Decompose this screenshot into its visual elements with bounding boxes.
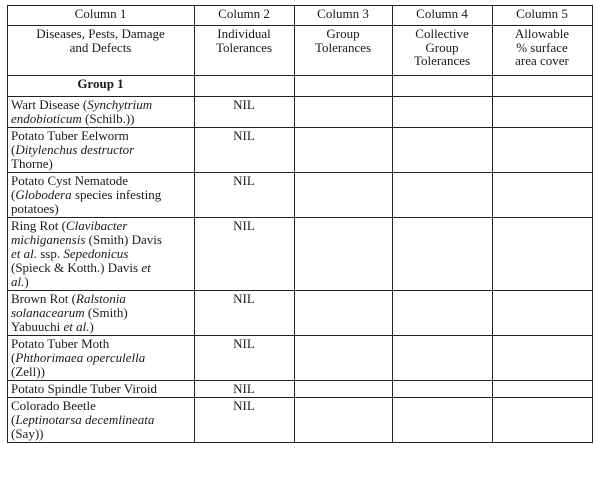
scientific-name-text: et [141,260,151,275]
scientific-name-text: Synchytrium [87,97,153,112]
pest-name-cell [8,128,195,173]
pest-name-text: potatoes) [11,201,59,216]
individual-tolerance-cell: NIL [195,173,295,218]
individual-tolerance-cell: NIL [195,218,295,291]
pest-name-text: ssp. [37,246,64,261]
header-line: Tolerances [413,53,471,68]
scientific-name-text: Clavibacter [65,218,128,233]
pest-name-text: Potato Tuber Eelworm [11,128,129,143]
pest-name-text: (Spieck & Kotth.) Davis [11,260,142,275]
pest-name-cell [8,173,195,218]
pest-name-text: (Say)) [11,426,44,441]
header-line: Tolerances [215,39,273,55]
pest-name-text: (Smith) [84,305,128,320]
pest-name-line [11,275,190,289]
scientific-name-text: Ditylenchus destructor [15,142,135,157]
pest-name-line [11,98,190,112]
empty-cell [295,97,393,128]
empty-cell [295,218,393,291]
individual-tolerance-cell: NIL [195,398,295,443]
pest-name-line [11,157,190,171]
pest-name-text: (Schilb.)) [81,111,135,126]
pest-name-line [11,143,190,157]
pest-name-line [11,219,190,233]
table-row [8,218,593,291]
empty-cell [493,97,593,128]
empty-cell [493,381,593,398]
column-number-1: Column 1 [8,6,195,26]
pest-name-line [11,365,190,379]
header-individual-tolerances [195,26,295,76]
empty-cell [393,398,493,443]
empty-cell [393,97,493,128]
pest-name-text: ( [11,142,16,157]
pest-name-line [11,202,190,216]
header-group-tolerances [295,26,393,76]
header-diseases-pests [8,26,195,76]
header-line: % surface [516,39,568,55]
scientific-name-text: solanacearum [11,305,85,320]
individual-tolerance-cell: NIL [195,381,295,398]
header-line: Tolerances [314,39,372,55]
scientific-name-text: Sepedonicus [63,246,129,261]
pest-name-text: Potato Tuber Moth [11,336,110,351]
header-line: Collective [415,26,469,41]
empty-cell [295,381,393,398]
empty-cell [493,336,593,381]
pest-name-text: Potato Cyst Nematode [11,173,128,188]
empty-cell [493,128,593,173]
pest-name-line [11,174,190,188]
empty-cell [393,218,493,291]
empty-cell [295,291,393,336]
individual-tolerance-cell: NIL [195,128,295,173]
empty-cell [295,336,393,381]
pest-name-text: ) [89,319,94,334]
column-number-5: Column 5 [493,6,593,26]
column-number-2: Column 2 [195,6,295,26]
pest-name-text: (Zell)) [11,364,45,379]
empty-cell [393,128,493,173]
header-line: Allowable [514,26,570,41]
column-number-4: Column 4 [393,6,493,26]
pest-name-cell [8,218,195,291]
header-line: Individual [217,26,271,41]
pest-name-cell [8,336,195,381]
column-header-row [8,26,593,76]
scientific-name-text: Ralstonia [76,291,126,306]
individual-tolerance-cell: NIL [195,336,295,381]
empty-cell [195,76,295,97]
scientific-name-text: Leptinotarsa decemlineata [15,412,155,427]
header-line: and Defects [69,39,132,55]
scientific-name-text: et al. [11,246,37,261]
empty-cell [295,76,393,97]
pest-name-line [11,188,190,202]
table-row [8,291,593,336]
pest-name-text: ( [11,187,16,202]
pest-name-text: Yabuuchi [11,319,64,334]
pest-name-line [11,112,190,126]
column-number-row [8,6,593,26]
table-row [8,398,593,443]
pest-name-text: Colorado Beetle [11,398,96,413]
pest-name-line [11,129,190,143]
empty-cell [393,336,493,381]
empty-cell [493,218,593,291]
empty-cell [295,128,393,173]
scientific-name-text: Phthorimaea operculella [15,350,146,365]
header-line: Group [425,39,459,55]
table-row [8,381,593,398]
pest-name-text: (Smith) Davis [85,232,162,247]
header-line: Diseases, Pests, Damage [36,26,165,41]
pest-name-line [11,427,190,441]
pest-name-text: Brown Rot ( [11,291,76,306]
empty-cell [493,398,593,443]
scientific-name-text: endobioticum [11,111,82,126]
group-row [8,76,593,97]
pest-name-cell [8,291,195,336]
pest-name-cell [8,97,195,128]
individual-tolerance-cell: NIL [195,291,295,336]
pest-name-line [11,351,190,365]
pest-name-line [11,292,190,306]
pest-name-line [11,337,190,351]
pest-name-line [11,382,190,396]
table-row [8,97,593,128]
pest-name-text: Ring Rot ( [11,218,66,233]
table-row [8,173,593,218]
pest-name-text: ( [11,412,16,427]
scientific-name-text: et al. [63,319,90,334]
empty-cell [393,76,493,97]
empty-cell [493,173,593,218]
column-number-3: Column 3 [295,6,393,26]
tolerances-table [7,5,593,443]
scientific-name-text: Globodera [15,187,72,202]
empty-cell [493,291,593,336]
empty-cell [493,76,593,97]
empty-cell [393,291,493,336]
header-allowable-surface-cover [493,26,593,76]
scientific-name-text: al. [11,274,25,289]
group-label: Group 1 [8,76,195,97]
empty-cell [295,173,393,218]
table-row [8,128,593,173]
individual-tolerance-cell: NIL [195,97,295,128]
pest-name-text: species infesting [71,187,162,202]
pest-name-line [11,399,190,413]
pest-name-line [11,247,190,261]
pest-name-text: ) [24,274,29,289]
pest-name-text: Potato Spindle Tuber Viroid [11,381,157,396]
header-line: area cover [515,53,569,68]
empty-cell [393,381,493,398]
scientific-name-text: michiganensis [11,232,86,247]
header-collective-group-tolerances [393,26,493,76]
pest-name-line [11,320,190,334]
pest-name-cell [8,381,195,398]
pest-name-line [11,233,190,247]
empty-cell [295,398,393,443]
pest-name-text: Thorne) [11,156,53,171]
table-row [8,336,593,381]
pest-name-line [11,413,190,427]
pest-name-text: Wart Disease ( [11,97,88,112]
empty-cell [393,173,493,218]
pest-name-line [11,261,190,275]
pest-name-cell [8,398,195,443]
pest-name-text: ( [11,350,16,365]
pest-name-line [11,306,190,320]
header-line: Group [326,26,360,41]
